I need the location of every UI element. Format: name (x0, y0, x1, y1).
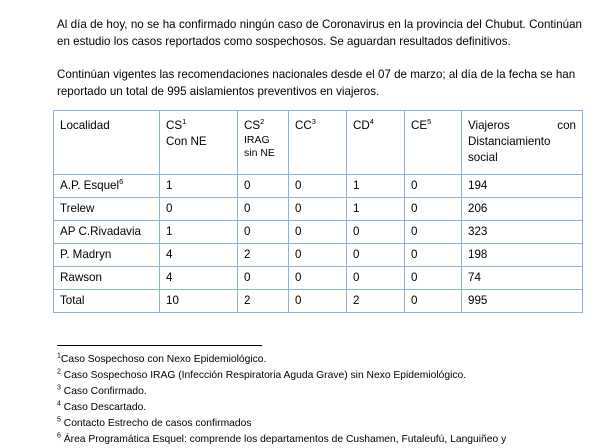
header-cc-footnote-mark: 3 (311, 117, 316, 127)
cell-cd: 1 (347, 198, 405, 221)
cell-travelers: 206 (462, 198, 583, 221)
header-travelers-line-3: social (468, 151, 498, 164)
table-row-trelew (54, 198, 583, 221)
table-header-row (54, 111, 583, 175)
header-cs2-subtitle-1: IRAG (244, 134, 270, 146)
cell-cc: 0 (289, 244, 347, 267)
footnote-mark: 3 (57, 384, 61, 392)
cell-cc: 0 (289, 221, 347, 244)
cell-cs2: 2 (238, 290, 289, 313)
header-cs2: $CS^2$ IRAG sin NE (238, 111, 289, 175)
table-row-rawson (54, 267, 583, 290)
header-cd: $CD^4$ (347, 111, 405, 175)
cell-localidad: Trelew (54, 198, 160, 221)
cell-cc: 0 (289, 175, 347, 198)
cell-ce: 0 (405, 221, 462, 244)
cell-travelers: 198 (462, 244, 583, 267)
cell-localidad: AP C.Rivadavia (54, 221, 160, 244)
header-travelers (462, 111, 583, 175)
footnote-separator (57, 345, 262, 346)
cell-travelers: 194 (462, 175, 583, 198)
cell-cs2: 2 (238, 244, 289, 267)
cell-localidad: Total (54, 290, 160, 313)
header-travelers-line-2: Distanciamiento (468, 135, 551, 148)
header-travelers-word-1: Viajeros (468, 119, 510, 132)
intro-paragraph-status: Al día de hoy, no se ha confirmado ningún caso de Coronavirus en la provincia del Chubut. Continúan en estudio los casos reportados como sospechosos. Se aguardan resultados definitivos. (57, 18, 582, 48)
table-row-esquel (54, 175, 583, 198)
table-row-rivadavia (54, 221, 583, 244)
header-cs2-subtitle-2: sin NE (244, 147, 275, 159)
cell-ce: 0 (405, 198, 462, 221)
cell-localidad: A.P. Esquel$^6$ (54, 175, 160, 198)
cell-cs1: 10 (160, 290, 238, 313)
cell-cs1: 1 (160, 221, 238, 244)
header-cc: $CC^3$ (289, 111, 347, 175)
intro-paragraph-isolations: Continúan vigentes las recomendaciones nacionales desde el 07 de marzo; al día de la fecha se han reportado un total de 995 aislamientos preventivos en viajeros. (57, 68, 576, 98)
cell-cd: 0 (347, 267, 405, 290)
cell-localidad: P. Madryn (54, 244, 160, 267)
header-localidad: Localidad (54, 111, 160, 175)
cell-cs2: 0 (238, 175, 289, 198)
header-ce: $CE^5$ (405, 111, 462, 175)
footnote-6: $^6$ Área Programática Esquel: comprende los departamentos de Cushamen, Futaleufú, Languiñeo y (57, 432, 507, 445)
footnote-mark: 1 (57, 352, 61, 360)
footnote-mark: 4 (57, 400, 61, 408)
cell-travelers: 74 (462, 267, 583, 290)
cell-travelers: 995 (462, 290, 583, 313)
header-ce-footnote-mark: 5 (427, 117, 432, 127)
footnotes (57, 352, 597, 448)
cell-cs1: 0 (160, 198, 238, 221)
cell-cs2: 0 (238, 221, 289, 244)
cell-cd: 2 (347, 290, 405, 313)
table-row-madryn (54, 244, 583, 267)
cell-cs2: 0 (238, 198, 289, 221)
footnote-mark: 6 (57, 432, 61, 440)
localidad-footnote-mark: 6 (119, 177, 124, 187)
cell-localidad: Rawson (54, 267, 160, 290)
header-cs1: $CS^1$ Con NE (160, 111, 238, 175)
cell-cc: 0 (289, 267, 347, 290)
cell-ce: 0 (405, 175, 462, 198)
cell-cs1: 4 (160, 244, 238, 267)
cell-ce: 0 (405, 290, 462, 313)
footnote-mark: 2 (57, 368, 61, 376)
header-cs2-footnote-mark: 2 (260, 117, 265, 127)
cell-cd: 1 (347, 175, 405, 198)
cases-table (53, 110, 583, 313)
cell-ce: 0 (405, 244, 462, 267)
cell-cd: 0 (347, 244, 405, 267)
cell-ce: 0 (405, 267, 462, 290)
footnote-mark: 5 (57, 416, 61, 424)
cell-cc: 0 (289, 290, 347, 313)
header-cs1-footnote-mark: 1 (182, 117, 187, 127)
footnote-3: $^3$ Caso Confirmado. (57, 384, 147, 397)
cell-cc: 0 (289, 198, 347, 221)
table-row-total (54, 290, 583, 313)
header-cs1-subtitle: Con NE (166, 135, 207, 148)
cell-cs1: 4 (160, 267, 238, 290)
footnote-4: $^4$ Caso Descartado. (57, 400, 147, 413)
cell-cd: 0 (347, 221, 405, 244)
footnote-1: $^1$Caso Sospechoso con Nexo Epidemiológico. (57, 352, 267, 365)
cell-cs1: 1 (160, 175, 238, 198)
footnote-2: $^2$ Caso Sospechoso IRAG (Infección Respiratoria Aguda Grave) sin Nexo Epidemiológico. (57, 368, 467, 381)
cell-cs2: 0 (238, 267, 289, 290)
header-travelers-word-2: con (557, 119, 576, 132)
cell-travelers: 323 (462, 221, 583, 244)
footnote-5: $^5$ Contacto Estrecho de casos confirmados (57, 416, 252, 429)
header-cd-footnote-mark: 4 (369, 117, 374, 127)
